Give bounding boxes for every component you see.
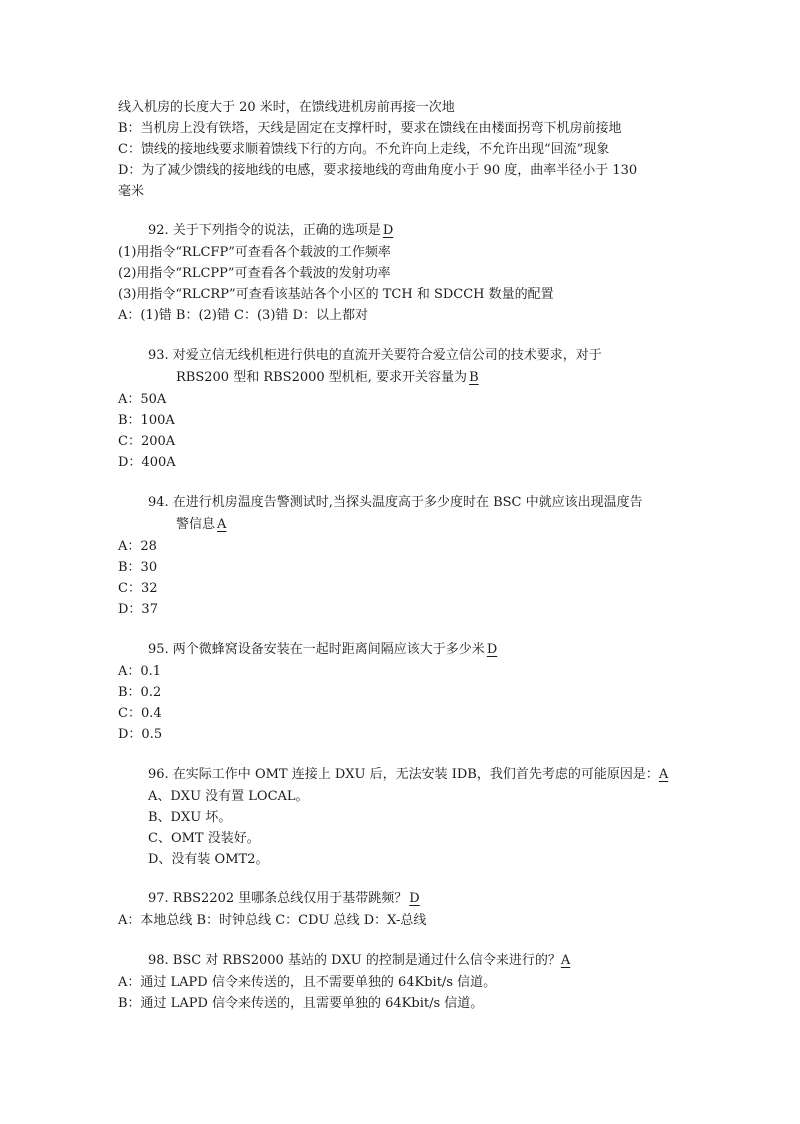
q96-option-c: C、OMT 没装好。 [148,831,260,846]
question-93-line-1: 93. 对爱立信无线机柜进行供电的直流开关要符合爱立信公司的技术要求，对于 [148,348,602,363]
q92-statement-3: (3)用指令“RLCRP”可查看该基站各个小区的 TCH 和 SDCCH 数量的配置 [118,287,554,302]
q98-option-a: A：通过 LAPD 信令来传送的，且不需要单独的 64Kbit/s 信道。 [118,975,497,990]
q93-option-b: B：100A [118,413,175,428]
question-98-answer: A [560,953,571,968]
q93-option-d: D：400A [118,455,176,470]
q98-option-b: B：通过 LAPD 信令来传送的，且需要单独的 64Kbit/s 信道。 [118,996,484,1011]
q94-option-d: D：37 [118,602,158,617]
q94-option-c: C：32 [118,581,158,596]
question-92 [148,221,395,241]
q96-option-b: B、DXU 坏。 [148,810,232,825]
q96-option-a: A、DXU 没有置 LOCAL。 [148,789,309,804]
question-97-answer: D [409,891,420,906]
question-97 [148,889,434,909]
q93-option-c: C：200A [118,434,176,449]
q93-option-a: A：50A [118,392,167,407]
q97-options: A：本地总线 B：时钟总线 C：CDU 总线 D：X-总线 [118,913,427,928]
q94-option-a: A：28 [118,539,157,554]
intro-option-d-cont: 毫米 [118,184,145,199]
question-93-line-2 [176,368,481,388]
question-97-text: 97. RBS2202 里哪条总线仅用于基带跳频？ [148,891,408,906]
question-95-answer: D [486,642,498,657]
q96-option-d: D、没有装 OMT2。 [148,852,269,867]
question-94-line-2 [176,515,228,535]
question-94-text: 警信息 [176,517,216,532]
question-93-text: RBS200 型和 RBS2000 型机柜, 要求开关容量为 [176,370,468,385]
q95-option-c: C：0.4 [118,706,162,721]
intro-line-1: 线入机房的长度大于 20 米时，在馈线进机房前再接一次地 [118,100,455,115]
question-96 [148,765,668,785]
question-96-answer: A [658,767,669,782]
q92-options: A：(1)错 B：(2)错 C：(3)错 D：以上都对 [118,308,368,323]
q95-option-d: D：0.5 [118,727,163,742]
question-94-line-1: 94. 在进行机房温度告警测试时,当探头温度高于多少度时在 BSC 中就应该出现温度告 [148,495,643,510]
q95-option-b: B：0.2 [118,685,162,700]
question-95-text: 95. 两个微蜂窝设备安装在一起时距离间隔应该大于多少米 [148,642,485,657]
intro-option-b: B：当机房上没有铁塔，天线是固定在支撑杆时，要求在馈线在由楼面拐弯下机房前接地 [118,121,622,136]
q94-option-b: B：30 [118,560,158,575]
question-98 [148,951,570,971]
question-92-text: 92. 关于下列指令的说法，正确的选项是 [148,223,381,238]
question-92-answer: D [382,223,394,238]
q92-statement-1: (1)用指令“RLCFP”可查看各个载波的工作频率 [118,245,391,260]
intro-option-c: C：馈线的接地线要求顺着馈线下行的方向。不允许向上走线，不允许出现“回流”现象 [118,142,610,157]
intro-option-d: D：为了减少馈线的接地线的电感，要求接地线的弯曲角度小于 90 度，曲率半径小于 130 [118,163,638,178]
question-98-text: 98. BSC 对 RBS2000 基站的 DXU 的控制是通过什么信令来进行的？ [148,953,561,968]
question-94-answer: A [217,517,227,532]
question-96-text: 96. 在实际工作中 OMT 连接上 DXU 后，无法安装 IDB，我们首先考虑的可能原因是： [148,767,659,782]
question-93-answer: B [469,370,479,385]
question-95 [148,640,499,660]
q95-option-a: A：0.1 [118,664,162,679]
q92-statement-2: (2)用指令“RLCPP”可查看各个载波的发射功率 [118,266,391,281]
